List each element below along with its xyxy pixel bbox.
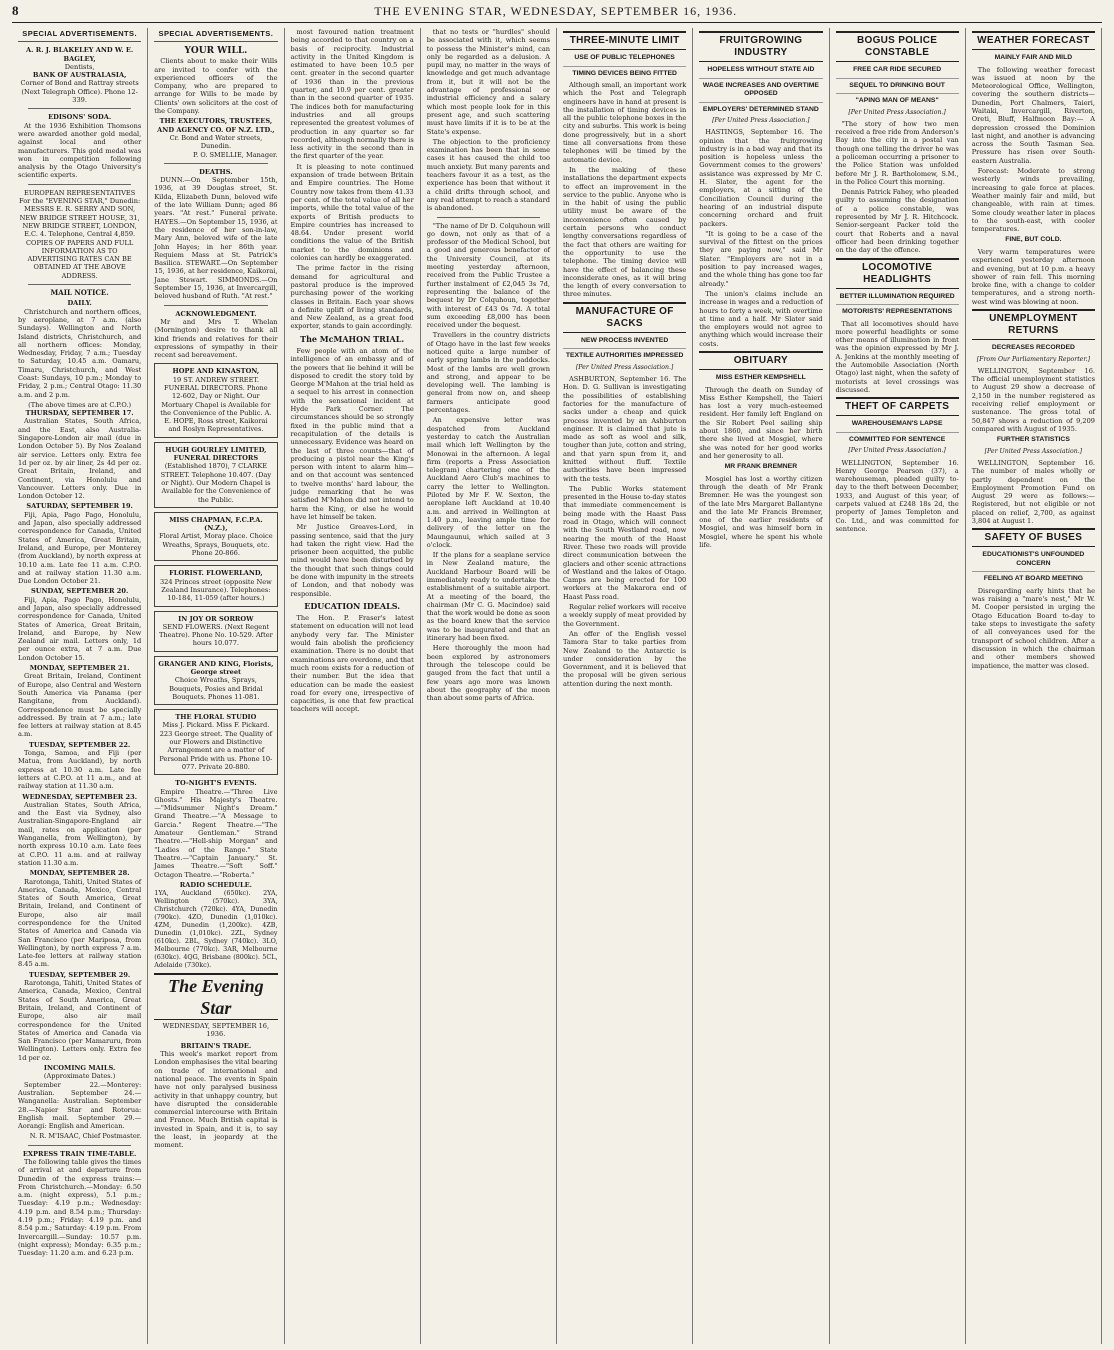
news-item: "The name of Dr D. Colquhoun will go down, not only as that of a professor of the Medical School, but a good and generous benefactor of the University Council, at its meeting yesterday afternoon, received from the Public Trustee a further instalment of £2,045 3s 7d, representing the balance of the bequest by Dr Colquhoun, together with interest of £43 0s 7d. A total sum exceeding £8,000 has been received under the bequest. (426, 221, 550, 330)
article-headline: THEFT OF CARPETS (836, 397, 959, 416)
article-body: Very warm temperatures were experienced yesterday afternoon and evening, but at 10 p.m. a heavy shower of rain fell. This morning broke fine, with a change to colder temperatures, and a strong north-west wind was blowing at noon. (971, 247, 1095, 306)
deaths-heading: DEATHS. (199, 167, 233, 176)
agency-credit: [Per United Press Association.] (712, 117, 810, 124)
news-item: Here thoroughly the moon had been explored by astronomers through the telescope could be gauged from the fact that until a few years ago more was known about the geography of the moon than about some parts of Africa. (426, 644, 550, 703)
agency-credit: [From Our Parliamentary Reporter.] (976, 355, 1090, 363)
european-heading: EUROPEAN REPRESENTATIVES For the "EVENING STAR," Dunedin: (19, 188, 141, 206)
editorial-text: The prime factor in the rising demand for agricultural and pastoral produce is the improved purchasing power of the working classes in Britain. Each year shows a definite uplift of living standards, and New Zealand, as a great food exporter, stands to gain accordingly. (290, 264, 414, 331)
column-7 (830, 28, 966, 1344)
hope-body: 19 ST. ANDREW STREET. FUNERAL DIRECTORS. Phone 12-602, Day or Night. Our Mortuary Chapel is Available for the Convenience of the Public. A. E. HOPE, Ross street, Kaikorai and Roslyn Representatives. (160, 375, 272, 434)
article-body: Disregarding early hints that he was raising a "mare's nest," Mr W. M. Cooper persisted in urging the Otago Education Board to-day to take steps to investigate the safety of all conveyances used for the transport of school children. After a discussion in which the chairman and other members showed impatience, the matter was closed. (971, 586, 1095, 670)
column-6 (693, 28, 829, 1344)
trustees-name: THE EXECUTORS, TRUSTEES, AND AGENCY CO. OF N.Z. LTD., (157, 117, 275, 134)
agency-credit: [Per United Press Association.] (848, 447, 946, 455)
tuesday29-body: Rarotonga, Tahiti, United States of America, Canada, Mexico, Central States of South America, Great Britain, Ireland, and Continent of Europe, also air mail correspondence for the United States of America and Canada via San Francisco (per Mamaruru, from Wellington). Letters only. Extra fee 1d per oz. (18, 979, 142, 1062)
dentists-name: A. R. J. BLAKELEY AND W. E. BAGLEY, (26, 46, 134, 63)
divider (28, 184, 131, 185)
chapman-ad (154, 512, 277, 561)
editorial-dateline: WEDNESDAY, SEPTEMBER 16, 1936. (162, 1022, 270, 1039)
saturday-heading: SATURDAY, SEPTEMBER 19. (26, 502, 133, 511)
monday28-body: Rarotonga, Tahiti, United States of America, Canada, Mexico, Central States of South America, Great Britain, Ireland, and Continent of Europe, also air mail correspondence for the United States of America and Canada via San Francisco (per Mariposa, from Wellington), by north express 7 a.m. Late-fee letters at railway station 8.45 a.m. (18, 877, 142, 969)
floral-studio-ad (154, 709, 277, 775)
article-body: The Public Works statement presented in the House to-day states that immediate commencement is being made with the Haast Pass road in Otago, which will connect with the South Westland road, now nearing the mouth of the Haast River. These two roads will provide direct communication between the glaciers and other scenic attractions of Westland and the lakes of Otago. Camps are being erected for 100 workers at the Makarora end of Haast Pass road. (563, 484, 687, 601)
article-headline: BOGUS POLICE CONSTABLE (836, 31, 959, 62)
article-body: WELLINGTON, September 16. The number of males wholly or partly dependent on the Employment Promotion Fund on August 29 were as follows:— Registered, but not eligible or not placed on relief, 2,700, as against 3,804 at August 1. (971, 458, 1095, 526)
flowerland-heading: FLORIST. FLOWERLAND, (169, 569, 263, 578)
saturday-body: Fiji, Apia, Pago Pago, Honolulu, and Japan, also specially addressed correspondence for Canada, United States of America, Great Britain, Ireland, and Europe, per Monterey (from Auckland), by north express at 10.10 a.m. Late fee 11 a.m. C.P.O. and at railway station 11.30 a.m. Due London October 21. (18, 510, 142, 586)
news-item: An expensive letter was despatched from Auckland yesterday to catch the Australian mail which left Wellington by the Monowai in the afternoon. A legal firm (reports a Press Association telegram) chartering one of the Auckland Aero Club's machines to carry the letter to Wellington. Piloted by Mr F. W. Sexton, the aeroplane left Auckland at 10.40 a.m. and arrived in Wellington at 1.40 p.m., leaving ample time for delivery of the letter on the Maungaunui, which sailed at 3 o'clock. (426, 416, 550, 549)
article-body: An offer of the English vessel Tamora Star to take parties from New Zealand to the Antarctic is under consideration by the Government, and it is believed that the proposal will be given serious attention during the next month. (563, 629, 687, 688)
article-body: ASHBURTON, September 16. The Hon. D. G. Sullivan is investigating the possibilities of establishing factories for the manufacture of sacks under a cheap and quick process invented by an Ashburton engineer. It is claimed that jute is made as soft as wool and silk, tougher than jute, cotton and string, and that yarn spun from it, and knitted without fluff. Textile authorities have been impressed with the tests. (563, 375, 687, 483)
article-subheading: MOTORISTS' REPRESENTATIONS (842, 308, 953, 316)
column-8 (966, 28, 1102, 1344)
article-subheading: HOPELESS WITHOUT STATE AID (699, 66, 822, 79)
divider (437, 217, 540, 218)
article-subheading: "APING MAN OF MEANS" (855, 97, 939, 104)
obituary-body: Mosgiel has lost a worthy citizen through the death of Mr Frank Bremner. He was the youngest son of the late Mrs Margaret Ballantyne and the late Mr Francis Bremner, one of the earlier residents of Mosgiel, and was himself born in Mosgiel, where he spent his whole life. (699, 474, 823, 550)
columns (12, 28, 1102, 1344)
monday-heading: MONDAY, SEPTEMBER 21. (29, 664, 130, 673)
article-body: Forecast: Moderate to strong westerly winds prevailing, increasing to gale force at places. Weather mainly fair and mild, but changeable, with rain at times. Some cloudy weather later in places to the south-east, with cooler temperatures. (971, 167, 1095, 234)
agency-credit: [Per United Press Association.] (848, 108, 946, 116)
chapman-heading: MISS CHAPMAN, F.C.P.A. (N.Z.), (169, 515, 263, 533)
column-3 (285, 28, 421, 1344)
tuesday29-heading: TUESDAY, SEPTEMBER 29. (29, 970, 131, 979)
article-subheading: COMMITTED FOR SENTENCE (848, 435, 946, 443)
page-number: 8 (12, 3, 20, 18)
obituary-name: MISS ESTHER KEMPSHELL (715, 374, 806, 382)
radio-body: 1YA, Auckland (650kc). 2YA, Wellington (570kc). 3YA, Christchurch (720kc). 4YA, Dunedin (790kc). 4ZO, Dunedin (1,010kc). 4ZM, Dunedin (1,200kc). 4ZB, Dunedin (1,010kc). 2ZL, Sydney (610kc). 2BL, Sydney (740kc). 3LO, Melbourne (770kc). 3AR, Melbourne (630kc). 4QG, Brisbane (800kc). 5CL, Adelaide (730kc). (154, 889, 278, 970)
floral-body: Miss J. Pickard. Miss F. Pickard. 223 George street. The Quality of our Flowers and Distinctive Arrangement are a matter of Personal Pride with us. Phone 10-077. Private 20-880. (159, 721, 273, 771)
article-body: HASTINGS, September 16. The opinion that the fruitgrowing industry is in a bad way and that its position is hopeless unless the Government comes to the growers' assistance was expressed by Mr C. H. Slater, the agent for the employers, at a sitting of the Conciliation Council during the hearing of an industrial dispute concerning orchard and fruit packers. (699, 128, 823, 228)
wednesday-heading: WEDNESDAY, SEPTEMBER 23. (22, 792, 137, 801)
news-item: If the plans for a seaplane service in New Zealand mature, the Auckland Harbour Board will be immediately ready to undertake the establishment of a suitable airport. At a meeting of the board, the chairman (Mr C. G. Macindoe) said that the work would be done as soon as the board knew that the service was to be inaugurated and that an itinerary had been fixed. (426, 551, 550, 643)
article-headline: LOCOMOTIVE HEADLIGHTS (836, 258, 959, 289)
edison-body: At the 1936 Exhibition Thomsons were awarded another gold medal, against local and other manufacturers. This gold medal was won in competition following analysis by the Otago University's scientific experts. (18, 121, 142, 180)
article-subheading: MAINLY FAIR AND MILD (994, 54, 1073, 61)
floral-heading: THE FLORAL STUDIO (175, 713, 257, 722)
education-heading: EDUCATION IDEALS. (304, 600, 401, 611)
editorial-text: most favoured nation treatment being accorded to that country on a basis of reciprocity. Industrial activity in the United Kingdom is estimated to have been 10.5 per cent. greater in the second quarter of 1936 than in the previous quarter, and 10.9 per cent. greater than in the second quarter of 1935. The indices both for manufacturing industries and all groups represented the greatest volumes of production in any quarter so far recorded, although normally there is less activity in the second than in the first quarter of the year. (290, 28, 414, 161)
article-body: The union's claims include an increase in wages and a reduction of hours to forty a week, with overtime at time and a half. Mr Slater said the employers would not agree to anything which would increase their costs. (699, 289, 823, 348)
tuesday-body: Tonga, Samoa, and Fiji (per Matua, from Auckland), by north express at 10.30 a.m. Late fee letters at C.P.O. at 11 a.m., and at railway station at 11.30 a.m. (18, 749, 142, 791)
column-5 (557, 28, 693, 1344)
hugh-gourley-ad (154, 442, 277, 508)
hugh-body: (Established 1870), 7 CLARKE STREET. Telephone 10.407. (Day or Night). Our Modern Chapel is Available for the Convenience of the Public. (160, 462, 272, 504)
obituary-name: MR FRANK BREMNER (724, 463, 798, 471)
incoming-mails-heading: INCOMING MAILS. (43, 1064, 116, 1073)
masthead (12, 0, 1102, 23)
editorial-text: The objection to the proficiency examination has been that in some cases it has caused the child too much anxiety. But many parents and teachers favour it as a test, as the experience has been that without it a child drifts through school, and any real attempt to reach a standard is abandoned. (426, 137, 550, 213)
article-subheading: BETTER ILLUMINATION REQUIRED (836, 293, 959, 306)
chapman-body: Floral Artist, Moray place. Choice Wreaths, Sprays, Bouquets, etc. Phone 20-866. (159, 532, 273, 558)
tuesday-heading: TUESDAY, SEPTEMBER 22. (29, 740, 131, 749)
express-heading: EXPRESS TRAIN TIME-TABLE. (22, 1149, 137, 1158)
article-subheading: DECREASES RECORDED (991, 344, 1075, 352)
obituary-body: Through the death on Sunday of Miss Esther Kempshell, the Taieri has lost a very much-esteemed resident. Her family left England on the Sir Robert Peel sailing ship about 1860, and since her birth there she lived at Mosgiel, where she was noted for her good works and her generosity to all. (699, 385, 823, 460)
thursday-body: Australian States, South Africa, and the East, also Australia-Singapore-London air mail (due in London October 5). By Nos Zealand air service. Letters only. Extra fee 1d per oz. by air liner, 2s 4d per oz. Great Britain, Ireland, and Continent, via Honolulu and Vancouver. Letters only. Due in London October 12. (18, 417, 142, 501)
deaths-body: DUNN.—On September 15th, 1936, at 39 Douglas street, St. Kilda, Elizabeth Dunn, beloved wife of the late William Dunn; aged 86 years. "At rest." Funeral private. HAYES.—On September 15, 1936, at the residence of her son-in-law, Mary Ann, beloved wife of the late John Hayes; in her 86th year. Requiem Mass at St. Patrick's Basilica. STEWART.—On September 15, 1936, at her residence, Kaikorai, Jane Stewart. SIMMONDS.—On September 15, 1936, at Invercargill, beloved husband of Ruth. "At rest." (154, 176, 278, 301)
news-item: Travellers in the country districts of Otago have in the last few weeks noticed quite a large number of early spring lambs in the paddocks. Most of the lambs are well grown and strong, and appear to be developing well. The lambing is general from now on, and sheep farmers anticipate good percentages. (426, 331, 550, 415)
article-headline: WEATHER FORECAST (972, 31, 1095, 50)
agency-credit: [Per United Press Association.] (984, 447, 1083, 455)
article-subheading: FURTHER STATISTICS (996, 436, 1070, 444)
express-body: The following table gives the times of arrival at and departure from Dunedin of the express trains:— From Christchurch.—Monday: 6.50 a.m. (night express), 5.1 p.m.; Tuesday: 4.19 p.m.; Wednesday: 4.19 p.m. and 8.54 p.m.; Thursday: 4.19 p.m.; Friday: 4.19 p.m. and 8.54 p.m.; Saturday: 4.19 p.m. From Invercargill.—Sunday: 10.57 p.m. (night express); Monday: 6.35 p.m.; Tuesday: 11.20 a.m. and 6.23 p.m. (18, 1158, 142, 1258)
granger-body: Choice Wreaths, Sprays, Bouquets, Posies and Bridal Bouquets. Phones 11-081. (169, 676, 263, 701)
your-will-body: Clients about to make their Wills are invited to confer with the experienced officers of the Company, who are prepared to arrange for Wills to be made by Clients' own solicitors at the cost of the Company. (154, 57, 278, 116)
article-subheading: SEQUEL TO DRINKING BOUT (836, 82, 959, 95)
column-4 (421, 28, 557, 1344)
flowerland-body: 324 Princes street (opposite New Zealand Insurance). Telephones: 10-184, 11-059 (after hours.) (159, 577, 272, 603)
editorial-text: Mr Justice Greaves-Lord, in passing sentence, said that the jury had taken the right view. Had the prisoner been acquitted, the public mind would have been disturbed by the thought that such things could be done with impunity in the streets of London, and that nobody was responsible. (290, 523, 414, 598)
your-will-heading: YOUR WILL. (184, 46, 248, 57)
ack-heading: ACKNOWLEDGMENT. (175, 309, 257, 318)
article-body: Regular relief workers will receive a weekly supply of meat provided by the Government. (563, 603, 687, 628)
education-body: The Hon. P. Fraser's latest statement on education will not lead anybody very far. The Minister would fain abolish the proficiency examination. There is no doubt that examinations are overdone, and that much room exists for a reduction of their number. But the idea that education can be made the easiest road for every one, irrespective of capacities, is one that few practical teachers will accept. (290, 614, 414, 714)
article-body: That all locomotives should have more powerful headlights or some other means of illumination in front was the opinion expressed by Mr J. A. Jenkins at the monthly meeting of the Automobile Association (North Otago) last night, when the safety of motorists at level crossings was discussed. (835, 319, 959, 394)
article-body: WELLINGTON, September 16. Henry George Pearson (37), a warehouseman, pleaded guilty to-day to the theft between December, 1933, and August of this year, of carpets valued at £248 18s 2d, the property of James Templeton and Co. Ltd., and was committed for sentence. (835, 458, 959, 533)
flowerland-ad (154, 565, 277, 606)
thursday-heading: THURSDAY, SEPTEMBER 17. (25, 409, 134, 418)
article-subheading: TIMING DEVICES BEING FITTED (572, 69, 677, 77)
article-headline: THREE-MINUTE LIMIT (563, 31, 686, 50)
article-body: "It is going to be a case of the survival of the fittest on the prices they are paying now," said Mr Slater. "Employers are not in a position to pay increased wages, and the whole thing has gone too far already." (699, 229, 823, 288)
article-subheading: WAGE INCREASES AND OVERTIME OPPOSED (699, 82, 822, 103)
article-subheading: NEW PROCESS INVENTED (563, 337, 686, 350)
mail-daily-heading: DAILY. (67, 299, 92, 308)
article-subheading: FEELING AT BOARD MEETING (983, 575, 1084, 583)
incoming-mails-sub: (Approximate Dates.) (43, 1072, 116, 1081)
hugh-heading: HUGH GOURLEY LIMITED, FUNERAL DIRECTORS (165, 445, 267, 463)
sympathy-body: SEND FLOWERS. (Next Regent Theatre). Phone No. 10-529. After hours 10.077. (158, 622, 273, 648)
divider (164, 305, 267, 306)
article-body: Dennis Patrick Fahey, who pleaded guilty to assuming the designation of a police constable, was represented by Mr J. R. Hitchcock. Senior-sergeant Packer told the court that Roberts and a naval officer had been drinking together on the day of the offence. (835, 188, 959, 255)
article-subheading: EMPLOYERS' DETERMINED STAND (702, 105, 819, 113)
column-1 (12, 28, 148, 1344)
incoming-mails-signature: N. R. M'ISAAC, Chief Postmaster. (29, 1132, 142, 1141)
article-body: The following weather forecast was issued at noon by the Meteorological Office, Wellington, covering the southern districts—Dunedin, Port Chalmers, Taieri, Waitaki, Invercargill, Riverton, Oreti, Bluff, Halfmoon Bay:— A depression crossed the Dominion last night, and another is advancing across the South Tasman Sea. Pressure has risen over South-eastern Australia. (971, 65, 1095, 165)
hope-heading: HOPE AND KINASTON, (172, 367, 260, 376)
dentists-address: Corner of Bond and Rattray streets (Next Telegraph Office). Phone 12-339. (20, 79, 139, 105)
edison-heading: EDISONS' SODA. (48, 113, 112, 122)
ack-body: Mr and Mrs T. Whelan (Mornington) desire to thank all kind friends and relatives for their expressions of sympathy in their recent sad bereavement. (154, 317, 278, 360)
dentists-title: Dentists, (64, 62, 95, 71)
article-headline: MANUFACTURE OF SACKS (563, 302, 686, 333)
mcmahon-heading: The McMAHON TRIAL. (300, 333, 405, 344)
sunday-heading: SUNDAY, SEPTEMBER 20. (30, 587, 129, 596)
article-headline: SAFETY OF BUSES (972, 528, 1095, 547)
editorial-text: that no tests or "hurdles" should be associated with it, which seems to possess the Minister's mind, can only be regarded as a delusion. A pupil may, no matter in the ways of knowledge and get much advantage from it, but it will not be the advantage of professional or industrial efficiency and a salary which most people look for in this present age, and such scattering must have limits if it is to be at the State's expense. (426, 28, 550, 136)
tonight-body: Empire Theatre.—"Three Live Ghosts." His Majesty's Theatre.—"Midsummer Night's Dream." Grand Theatre.—"A Message to Garcia." Regent Theatre.—"The Amateur Gentleman." Strand Theatre.—"Hell-ship Morgan" and "Ladies of the Range." State Theatre.—"Captain January." St. James Theatre.—"Soft Soff." Octagon Theatre.—"Roberta." (154, 787, 278, 879)
divider (28, 1145, 131, 1146)
article-subheading: FREE CAR RIDE SECURED (836, 66, 959, 79)
obituary-heading: OBITUARY (699, 351, 822, 370)
divider (164, 163, 267, 164)
wednesday-body: Australian States, South Africa, and the East via Sydney, also Australian-Singapore-England air mail, rates on application (per Wanganella, from Wellington), by north express 10.10 a.m. Late fees at C.P.O. 11 a.m. and at railway station 11.30 a.m. (18, 800, 142, 867)
agency-credit: [Per United Press Association.] (575, 363, 674, 371)
trade-body: This week's market report from London emphasises the vital bearing on trade of international and national peace. The events in Spain have not only paralysed business activity in that unhappy country, but have disrupted the considerable commercial intercourse with Britain and France. Much British capital is invested in Spain, and it is, to say the least, in jeopardy at the moment. (154, 1050, 278, 1150)
editorial-text: It is pleasing to note continued expansion of trade between Britain and Empire countries. The Home Country now takes from them 41.33 per cent. of the total value of all her imports, while the total value of the exports of British products to Empire countries has increased to 48.64. Under present world conditions the value of the British market to the dominions and colonies can hardly be exaggerated. (290, 162, 414, 263)
article-subheading: EDUCATIONIST'S UNFOUNDED CONCERN (972, 551, 1095, 572)
sympathy-heading: IN JOY OR SORROW (178, 614, 254, 623)
article-body: Although small, an important work which the Post and Telegraph engineers have in hand at present is the installation of timing devices in all the public telephone boxes in the city and suburbs. This work is being done progressively, but in a short time all conversations from these telephones will be timed by the automatic device. (563, 81, 687, 164)
granger-ad (154, 656, 277, 705)
trade-heading: BRITAIN'S TRADE. (180, 1041, 252, 1050)
article-body: In the making of these installations the department expects to effect an improvement in the service to the public. Anyone who is in the habit of using the public utility must be aware of the inconvenience often caused by certain persons who conduct lengthy conversations regardless of the fact that others are waiting for the opportunity to use the telephone. The timing device will have the effect of balancing these inconsiderate ones, as it will bring the length of every conversation to three minutes. (563, 165, 687, 299)
trustees-address: Cr. Bond and Water streets, Dunedin. (169, 133, 263, 151)
incoming-mails-body: September 22.—Monterey: Australian. September 24.—Wanganella: Australian. September 28.—Napier Star and Rotorua: English mail. September 29.—Aorangi: English and American. (18, 1080, 142, 1131)
hope-kinaston-ad (154, 363, 277, 437)
sunday-body: Fiji, Apia, Pago Pago, Honolulu, and Japan, also specially addressed correspondence for Canada, United States of America, Great Britain, Ireland, and Europe, by New Zealand air mail. Letters only, 1d per ounce extra, at 7 a.m. Due London October 15. (18, 595, 142, 662)
article-subheading: TEXTILE AUTHORITIES IMPRESSED (565, 352, 684, 360)
mail-note: (The above times are at C.P.O.) (28, 400, 132, 409)
column-2 (148, 28, 284, 1344)
section-heading: SPECIAL ADVERTISEMENTS. (154, 28, 277, 42)
newspaper-logo: The Evening Star (154, 973, 277, 1020)
mcmahon-body: Few people with an atom of the intelligence of an embassy and of the powers that lie behind it will be disposed to credit the story told by George M'Mahon at the trial held as a sequel to his arrest in connection with the sensational incident at Hyde Park Corner. The circumstances should be so strongly fixed in the public mind that a recapitulation of the details is unnecessary. Evidence was heard on the last of three counts—that of producing a pistol near the King's person with intent to alarm him—and on that account was sentenced to twelve months' hard labour, the judge remarking that he was satisfied M'Mahon did not intend to harm the King, or else he would have let himself be taken. (290, 346, 414, 521)
article-headline: UNEMPLOYMENT RETURNS (972, 309, 1095, 340)
sympathy-ad (154, 611, 277, 652)
article-headline: FRUITGROWING INDUSTRY (699, 31, 822, 62)
section-heading: SPECIAL ADVERTISEMENTS. (18, 28, 141, 42)
monday-body: Great Britain, Ireland, Continent of Europe, also Central and Western South America via Panama (per Rangitane, from Auckland). Correspondence must be specially addressed. By train at 7 a.m.; late fee letters at railway station at 8.45 a.m. (18, 672, 142, 739)
mail-daily-body: Christchurch and northern offices, by aeroplane, at 7 a.m. (also Sundays). Wellington and North Island districts, Christchurch, and all northern offices: Monday, Wednesday, Friday, 7 a.m.; Tuesday to Saturday, 10.45 a.m. Oamaru, Timaru, Christchurch, and West Coast: Sundays, 10 p.m.; Monday to Friday, 2 p.m.; Central Otago: 11.30 a.m. and 2 p.m. (18, 307, 142, 399)
article-body: "The story of how two men received a free ride from Anderson's Bay into the city in a postal van though one telling the driver he was a policeman occurring a prisoner to the Police Station was unfolded before Mr J. R. Bartholomew, S.M., in the Police Court this morning. (835, 119, 959, 186)
article-subheading: WAREHOUSEMAN'S LAPSE (836, 420, 959, 433)
masthead-title: THE EVENING STAR, WEDNESDAY, SEPTEMBER 16, 1936. (374, 3, 738, 18)
dentists-bank: BANK OF AUSTRALASIA, (32, 71, 127, 80)
radio-heading: RADIO SCHEDULE. (179, 880, 252, 889)
european-body: MESSRS E. R. SERRY AND SON, NEW BRIDGE STREET HOUSE, 31, NEW BRIDGE STREET, LONDON, E.C. 4. Telephone, Central 4,859. COPIES OF PAPERS AND FULL INFORMATION AS TO ADVERTISING RATES CAN BE OBTAINED AT THE ABOVE ADDRESS. (19, 205, 140, 280)
divider (28, 284, 131, 285)
granger-heading: GRANGER AND KING, Florists, George street (158, 659, 274, 676)
tonight-heading: TO-NIGHT'S EVENTS. (175, 779, 257, 788)
trustees-signature: P. O. SMELLIE, Manager. (193, 150, 278, 159)
article-subheading: USE OF PUBLIC TELEPHONES (563, 54, 686, 67)
article-subheading: FINE, BUT COLD. (1005, 236, 1062, 244)
article-body: WELLINGTON, September 16. The official unemployment statistics to August 29 show a decrease of 2,150 in the number registered as receiving relief employment or sustenance. The gross total of 50,847 shows a reduction of 9,209 compared with August of 1935. (971, 366, 1095, 433)
divider (28, 108, 131, 109)
monday28-heading: MONDAY, SEPTEMBER 28. (29, 869, 130, 878)
mail-notice-heading: MAIL NOTICE. (50, 288, 109, 298)
